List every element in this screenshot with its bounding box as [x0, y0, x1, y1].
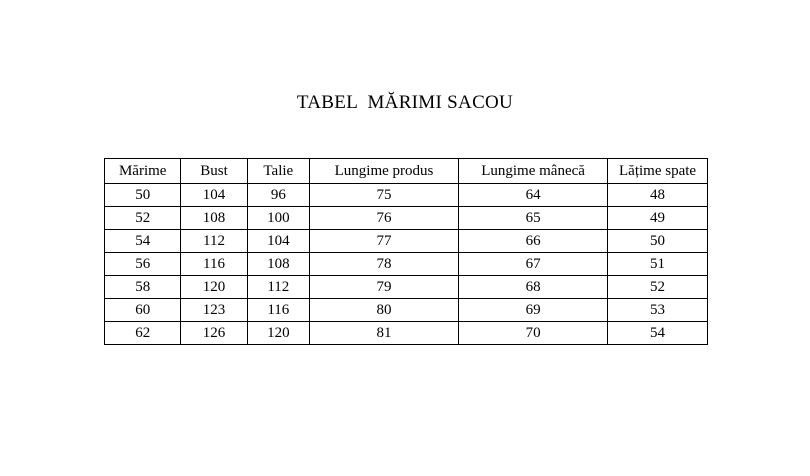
- table-header-row: [105, 159, 708, 184]
- cell-lungime-maneca: 66: [459, 230, 608, 253]
- table-row: [105, 207, 708, 230]
- cell-marime: 60: [105, 299, 181, 322]
- table-row: [105, 253, 708, 276]
- cell-talie: 100: [247, 207, 309, 230]
- cell-marime: 58: [105, 276, 181, 299]
- cell-talie: 112: [247, 276, 309, 299]
- cell-bust: 116: [181, 253, 247, 276]
- cell-latime-spate: 50: [608, 230, 708, 253]
- column-header-lungime-produs: Lungime produs: [309, 159, 458, 184]
- cell-latime-spate: 52: [608, 276, 708, 299]
- cell-marime: 62: [105, 322, 181, 345]
- cell-marime: 56: [105, 253, 181, 276]
- cell-talie: 108: [247, 253, 309, 276]
- cell-marime: 52: [105, 207, 181, 230]
- cell-bust: 104: [181, 184, 247, 207]
- cell-lungime-maneca: 65: [459, 207, 608, 230]
- cell-marime: 54: [105, 230, 181, 253]
- cell-talie: 120: [247, 322, 309, 345]
- cell-bust: 120: [181, 276, 247, 299]
- column-header-marime: Mărime: [105, 159, 181, 184]
- column-header-latime-spate: Lățime spate: [608, 159, 708, 184]
- cell-lungime-maneca: 67: [459, 253, 608, 276]
- cell-lungime-maneca: 68: [459, 276, 608, 299]
- cell-latime-spate: 53: [608, 299, 708, 322]
- cell-lungime-maneca: 70: [459, 322, 608, 345]
- cell-lungime-produs: 78: [309, 253, 458, 276]
- cell-talie: 96: [247, 184, 309, 207]
- cell-talie: 104: [247, 230, 309, 253]
- cell-lungime-produs: 77: [309, 230, 458, 253]
- cell-lungime-maneca: 69: [459, 299, 608, 322]
- cell-latime-spate: 54: [608, 322, 708, 345]
- cell-bust: 123: [181, 299, 247, 322]
- cell-bust: 126: [181, 322, 247, 345]
- cell-latime-spate: 49: [608, 207, 708, 230]
- cell-talie: 116: [247, 299, 309, 322]
- column-header-talie: Talie: [247, 159, 309, 184]
- cell-lungime-produs: 76: [309, 207, 458, 230]
- size-table-container: [104, 158, 708, 345]
- cell-lungime-maneca: 64: [459, 184, 608, 207]
- cell-bust: 108: [181, 207, 247, 230]
- column-header-bust: Bust: [181, 159, 247, 184]
- cell-latime-spate: 48: [608, 184, 708, 207]
- table-body: [105, 184, 708, 345]
- table-row: [105, 230, 708, 253]
- page-title: TABEL MĂRIMI SACOU: [296, 92, 514, 113]
- table-row: [105, 184, 708, 207]
- cell-latime-spate: 51: [608, 253, 708, 276]
- table-header: [105, 159, 708, 184]
- table-row: [105, 322, 708, 345]
- cell-lungime-produs: 80: [309, 299, 458, 322]
- column-header-lungime-maneca: Lungime mânecă: [459, 159, 608, 184]
- cell-lungime-produs: 81: [309, 322, 458, 345]
- cell-lungime-produs: 79: [309, 276, 458, 299]
- table-row: [105, 299, 708, 322]
- cell-marime: 50: [105, 184, 181, 207]
- cell-lungime-produs: 75: [309, 184, 458, 207]
- size-table: [104, 158, 708, 345]
- cell-bust: 112: [181, 230, 247, 253]
- table-row: [105, 276, 708, 299]
